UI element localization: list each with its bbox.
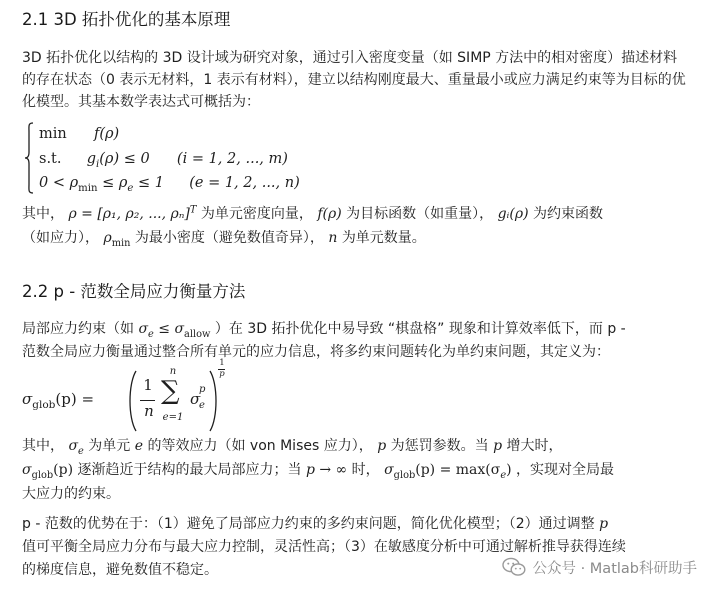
section-2-2-advantages-line1: p - 范数的优势在于：（1）避免了局部应力约束的多约束问题，简化优化模型；（2）通过调整 p bbox=[22, 516, 609, 532]
section-heading-2-1: 2.1 3D 拓扑优化的基本原理 bbox=[22, 10, 231, 29]
section-heading-2-2: 2.2 p - 范数全局应力衡量方法 bbox=[22, 282, 246, 301]
fraction-numerator: 1 bbox=[143, 376, 153, 394]
bound-rho: ≤ ρ bbox=[102, 175, 128, 191]
intro-text-1: 局部应力约束（如 bbox=[22, 321, 134, 337]
bound-lower: 0 < ρ bbox=[39, 175, 79, 191]
min-density-symbol: $\rho_{min}$ bbox=[103, 230, 131, 249]
bound-upper: ≤ 1 bbox=[138, 175, 164, 191]
fraction-bar bbox=[140, 400, 155, 401]
eq-lhs: $\sigma_{glob}(p)$ = bbox=[22, 390, 95, 411]
constraint-rest: (ρ) ≤ 0 bbox=[99, 151, 150, 167]
term-subscript: e bbox=[199, 400, 205, 411]
sum-upper-limit: n bbox=[169, 366, 177, 377]
section-2-1-where-line2 bbox=[22, 227, 702, 249]
where-l2-text-2: 为最小密度（避免数值奇异）， bbox=[134, 230, 324, 246]
sum-term: σ bbox=[190, 390, 201, 408]
bound-index-range: (e = 1, 2, ..., n) bbox=[189, 175, 300, 191]
constraint-g: g bbox=[86, 151, 97, 167]
where-l2-text-1: （如应力）， bbox=[22, 230, 99, 246]
outer-exponent-numerator: 1 bbox=[219, 358, 225, 368]
bound-min-sub: min bbox=[78, 182, 98, 194]
section-2-2-intro-line2: 范数全局应力衡量通过整合所有单元的应力信息，将多约束问题转化为单约束问题，其定义为： bbox=[22, 344, 610, 360]
wechat-icon bbox=[502, 556, 526, 578]
fraction-denominator: n bbox=[144, 402, 154, 420]
section-2-2-advantages-line2: 值可平衡全局应力分布与最大应力控制，灵活性高；（3）在敏感度分析中可通过解析推导获得连续 bbox=[22, 539, 626, 555]
left-brace bbox=[24, 122, 34, 194]
watermark bbox=[502, 554, 697, 580]
local-stress-constraint: $\sigma_e \le \sigma_{allow}$ bbox=[138, 321, 211, 340]
objective-function: f(ρ) bbox=[93, 126, 120, 142]
section-2-2-explain-line2: $\sigma_{glob}(p)$ 逐渐趋近于结构的最大局部应力；当 p → ∞ 时， $\sigma_{glob}(p) = \max(\sigma_e)$ ，实现对全局最 bbox=[22, 462, 615, 481]
where-text-3: 为约束函数 bbox=[532, 206, 603, 222]
objective-symbol: f(ρ) bbox=[317, 206, 342, 222]
section-2-2-advantages-line3: 的梯度信息，避免数值不稳定。 bbox=[22, 562, 218, 578]
where-text-2: 为目标函数（如重量）， bbox=[346, 206, 494, 222]
min-operator: min bbox=[39, 126, 67, 142]
where-text-1: 为单元密度向量， bbox=[200, 206, 313, 222]
constraint-symbol: gᵢ(ρ) bbox=[497, 206, 529, 222]
subject-to-label: s.t. bbox=[39, 151, 62, 167]
outer-exponent-denominator: p bbox=[219, 369, 225, 379]
left-paren bbox=[126, 370, 138, 432]
section-2-1-paragraph: 3D 拓扑优化以结构的 3D 设计域为研究对象，通过引入密度变量（如 SIMP 方法中的相对密度）描述材料的存在状态（0 表示无材料，1 表示有材料），建立以结构刚度最大、重量最小或应力满足约束等为目标的优化模型。其基本数学表达式可概括为： bbox=[22, 50, 686, 110]
intro-text-2: ）在 3D 拓扑优化中易导致 “棋盘格” 现象和计算效率低下，而 p - bbox=[214, 321, 626, 337]
section-2-2-intro-line1 bbox=[22, 318, 702, 340]
where-l2-text-3: 为单元数量。 bbox=[341, 230, 426, 246]
watermark-text: 公众号 · Matlab科研助手 bbox=[532, 560, 697, 577]
model-bound-line: $0 < \rho_{min} \le \rho_e \le 1$ (e = 1, 2, ..., n) bbox=[39, 175, 300, 194]
density-vector: ρ = [ρ₁, ρ₂, ..., ρₙ]$^T$ bbox=[68, 204, 197, 222]
model-objective-line bbox=[39, 123, 119, 145]
optimization-model-equation bbox=[22, 120, 442, 196]
model-constraint-line: s.t. $g_i(\rho) \le 0$ (i = 1, 2, ..., m) bbox=[39, 151, 288, 170]
p-norm-equation bbox=[22, 358, 282, 436]
sum-symbol: ∑ bbox=[161, 376, 180, 406]
element-count-symbol: n bbox=[328, 230, 338, 246]
term-exponent: p bbox=[199, 384, 206, 395]
sum-lower-limit: e=1 bbox=[162, 412, 184, 423]
section-2-1-where-line1 bbox=[22, 203, 702, 225]
section-2-2-explain-line3: 大应力的约束。 bbox=[22, 486, 120, 502]
section-2-2-explain-line1: 其中， $\sigma_e$ 为单元 e 的等效应力（如 von Mises 应力）， p 为惩罚参数。当 p 增大时， bbox=[22, 438, 563, 457]
where-prefix: 其中， bbox=[22, 206, 64, 222]
constraint-index-range: (i = 1, 2, ..., m) bbox=[176, 151, 288, 167]
right-paren bbox=[208, 370, 220, 432]
